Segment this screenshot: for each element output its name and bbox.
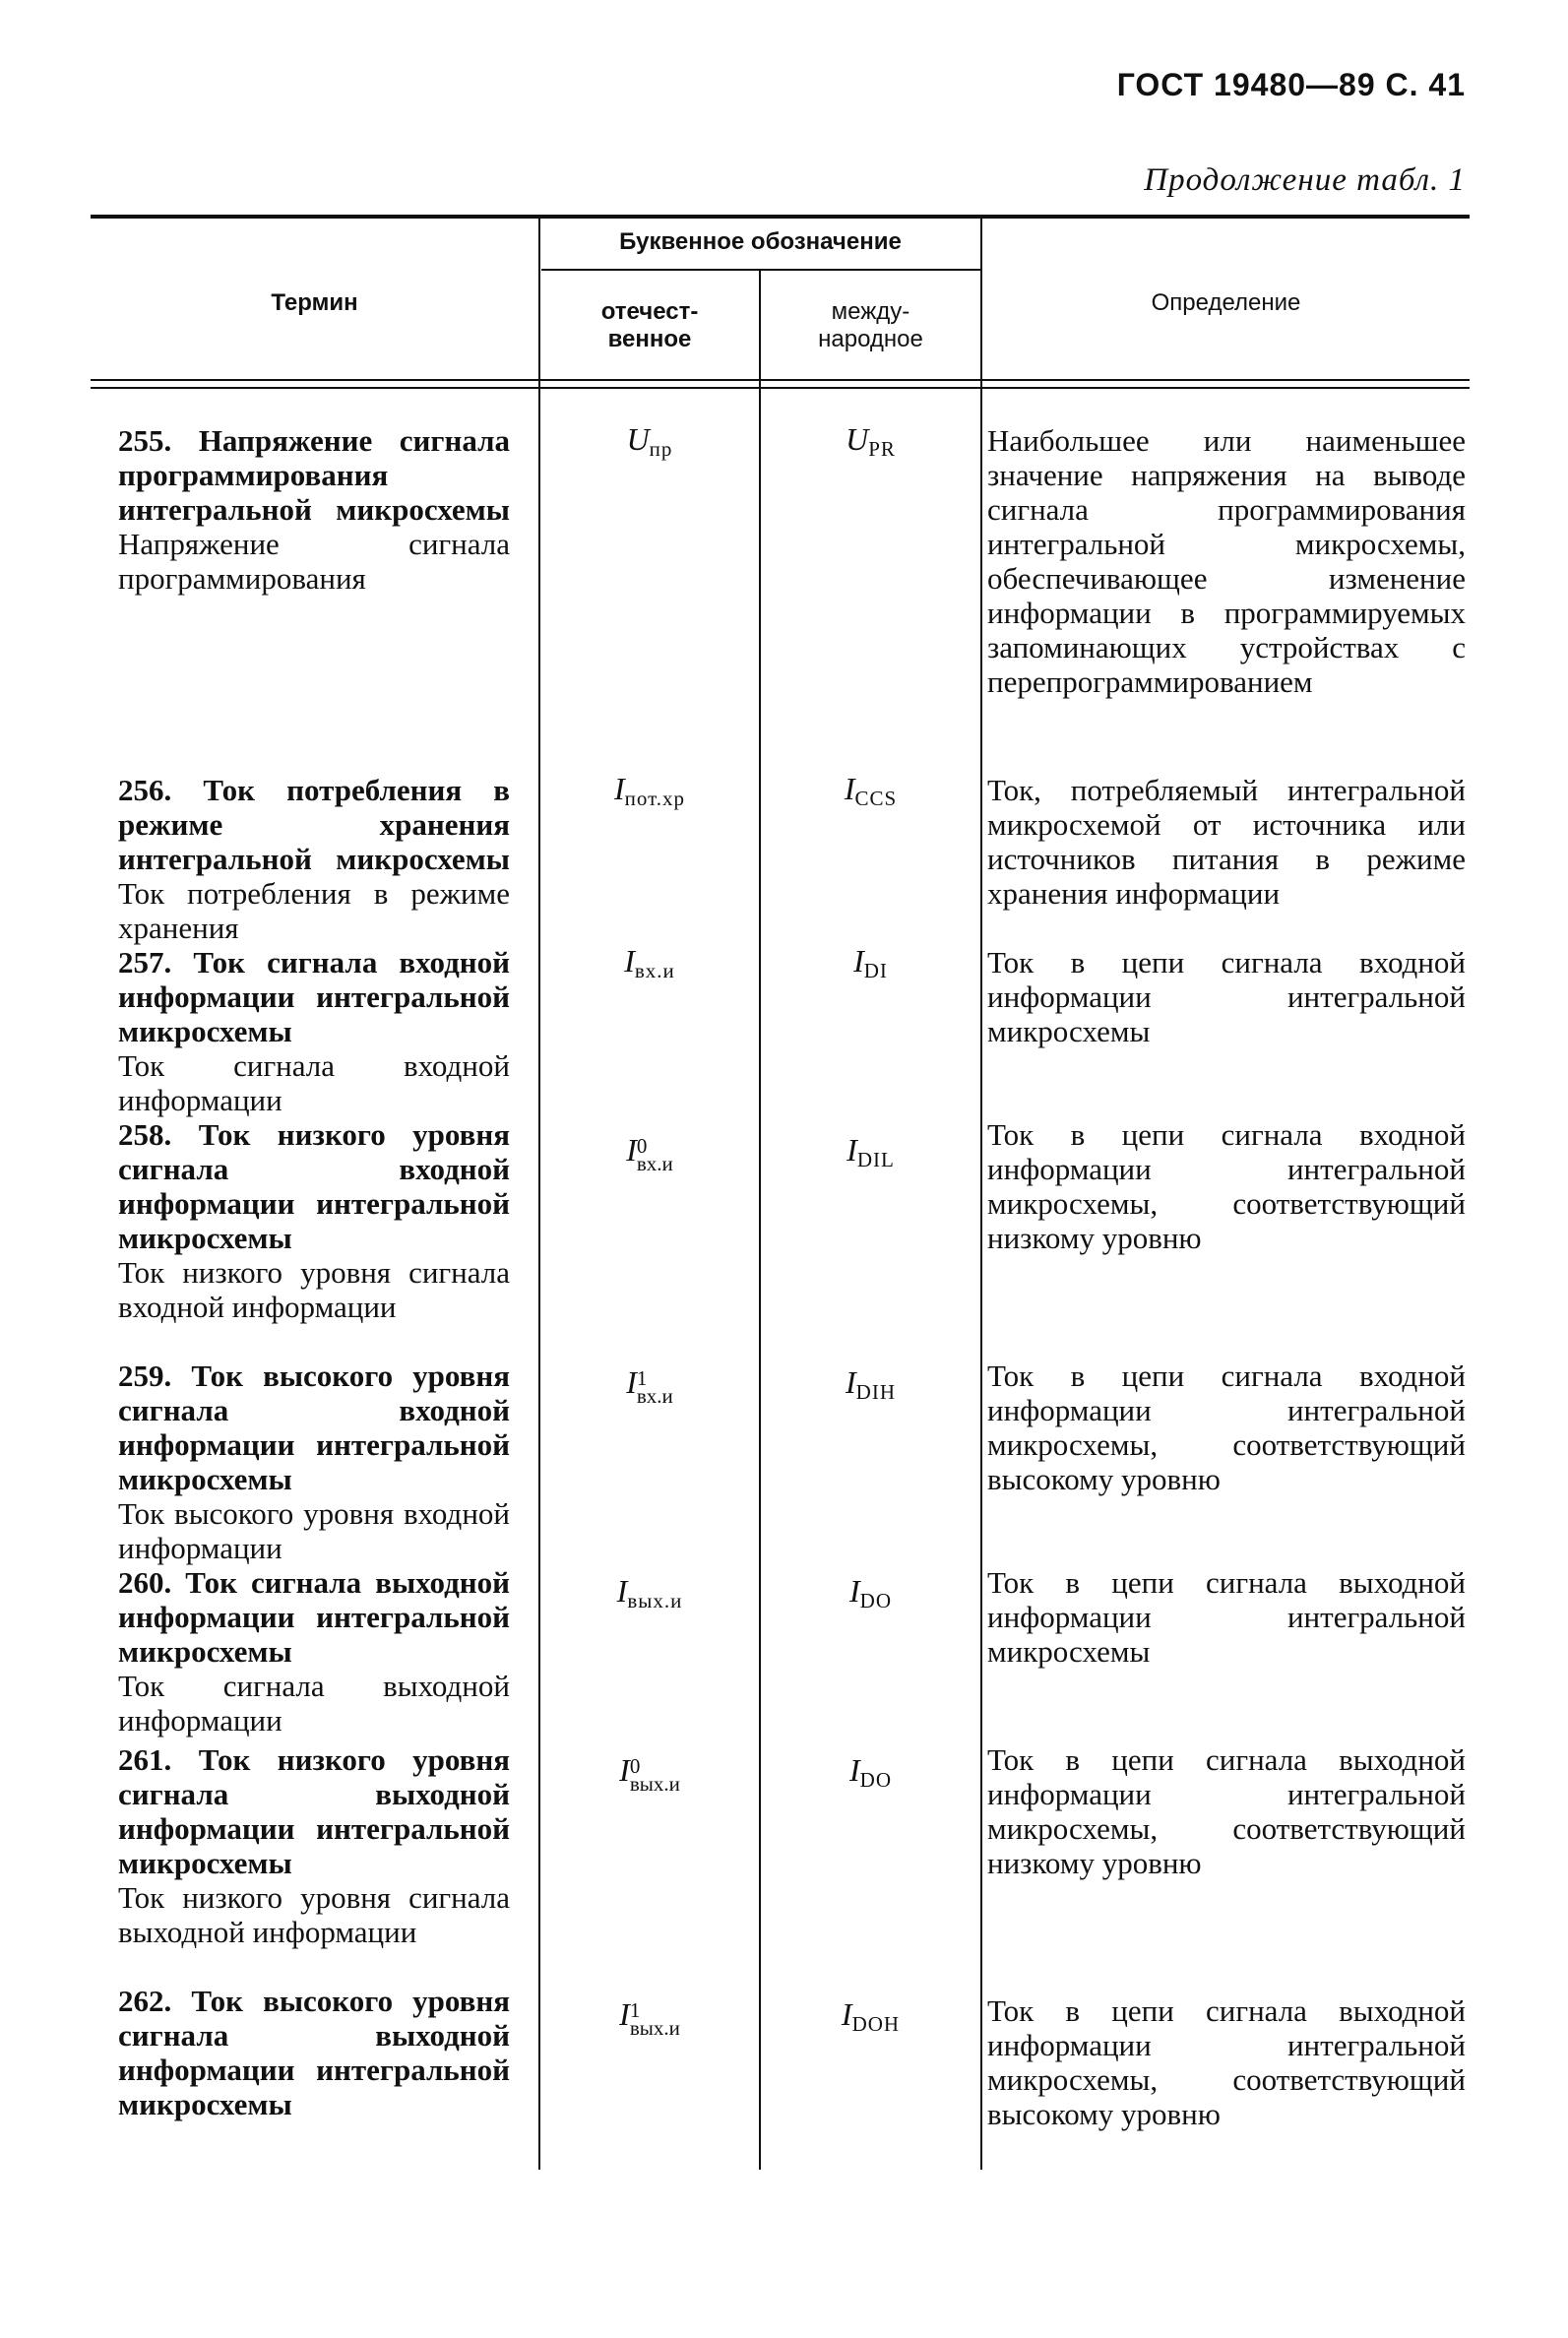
term-256-short: Ток потребления в режиме хранения (118, 876, 510, 945)
header-definition: Определение (1151, 289, 1301, 316)
term-255 (118, 423, 510, 596)
symbol-domestic-259: I 1 вх.и (626, 1364, 673, 1408)
term-257-short: Ток сигнала входной информации (118, 1048, 510, 1117)
symbol-international-258: $I_{DIL}$ (847, 1132, 895, 1171)
definition-259: Ток в цепи сигнала входной информации интегральной микросхемы, соответствующий высокому уровню (987, 1359, 1466, 1496)
term-262-title: 262. Ток высокого уровня сигнала выходной информации интегральной микросхемы (118, 1984, 511, 2121)
term-258-short: Ток низкого уровня сигнала входной информации (118, 1255, 510, 1324)
term-258 (118, 1117, 510, 1324)
subheader-rule (541, 269, 980, 271)
term-256 (118, 773, 510, 945)
column-divider-3 (980, 219, 982, 2170)
table-top-rule (91, 215, 1470, 219)
header-international-line2: народное (818, 326, 923, 352)
term-259-title: 259. Ток высокого уровня сигнала входной информации интегральной микросхемы (118, 1359, 511, 1496)
definition-261: Ток в цепи сигнала выходной информации интегральной микросхемы, соответствующий низкому уровню (987, 1742, 1466, 1880)
symbol-domestic-260: $I_{вых.и}$ (616, 1573, 683, 1612)
header-international-line1: между- (831, 298, 910, 325)
symbol-domestic-258: I 0 вх.и (626, 1132, 673, 1175)
header-domestic-line1: отечест- (600, 298, 699, 325)
definition-256: Ток, потребляемый интегральной микросхемой от источника или источников питания в режиме хранения информации (987, 773, 1466, 911)
definition-260: Ток в цепи сигнала выходной информации интегральной микросхемы (987, 1565, 1466, 1669)
definition-262: Ток в цепи сигнала выходной информации интегральной микросхемы, соответствующий высокому уровню (987, 1993, 1466, 2131)
symbol-international-259: $I_{DIH}$ (846, 1364, 896, 1404)
column-divider-2 (759, 271, 761, 2170)
term-258-title: 258. Ток низкого уровня сигнала входной информации интегральной микросхемы (118, 1117, 510, 1255)
term-261-title: 261. Ток низкого уровня сигнала выходной информации интегральной микросхемы (118, 1742, 510, 1880)
term-261 (118, 1742, 510, 1949)
header-international (761, 298, 980, 353)
symbol-international-262: $I_{DOH}$ (841, 1996, 901, 2036)
symbol-domestic-262: I 1 вых.и (619, 1996, 680, 2040)
term-260-title: 260. Ток сигнала выходной информации интегральной микросхемы (118, 1565, 510, 1669)
header-domestic-line2: венное (607, 326, 692, 352)
term-257 (118, 945, 510, 1117)
header-term: Термин (271, 289, 358, 316)
symbol-international-256: $I_{CCS}$ (844, 771, 898, 810)
term-256-title: 256. Ток потребления в режиме хранения интегральной микросхемы (118, 773, 510, 876)
term-262 (118, 1984, 510, 2121)
header-letter-designation: Буквенное обозначение (619, 228, 902, 255)
term-255-short: Напряжение сигнала программирования (118, 527, 510, 596)
term-259 (118, 1359, 510, 1565)
term-260-short: Ток сигнала выходной информации (118, 1669, 510, 1738)
term-260 (118, 1565, 510, 1738)
definition-257: Ток в цепи сигнала входной информации интегральной микросхемы (987, 945, 1466, 1048)
term-255-title: 255. Напряжение сигнала программирования интегральной микросхемы (118, 423, 510, 527)
symbol-domestic-257: $I_{вх.и}$ (624, 943, 675, 982)
page-header-doc-ref: ГОСТ 19480—89 С. 41 (1116, 67, 1466, 102)
symbol-international-260: $I_{DO}$ (849, 1573, 892, 1612)
symbol-international-257: $I_{DI}$ (853, 943, 888, 982)
header-double-rule-2 (91, 387, 1470, 389)
symbol-domestic-261: I 0 вых.и (619, 1752, 680, 1796)
definition-255: Наибольшее или наименьшее значение напряжения на выводе сигнала программирования интегральной микросхемы, обеспечивающее изменение информации в программируемых запоминающих устройствах с перепрограммированием (987, 423, 1466, 699)
column-divider-1 (538, 219, 540, 2170)
header-double-rule-1 (91, 379, 1470, 381)
header-domestic (540, 298, 759, 353)
symbol-international-261: $I_{DO}$ (849, 1752, 892, 1792)
term-257-title: 257. Ток сигнала входной информации интегральной микросхемы (118, 945, 510, 1048)
term-261-short: Ток низкого уровня сигнала выходной информации (118, 1880, 510, 1949)
definition-258: Ток в цепи сигнала входной информации интегральной микросхемы, соответствующий низкому уровню (987, 1117, 1466, 1255)
table-continuation-caption: Продолжение табл. 1 (1144, 162, 1466, 198)
term-259-short: Ток высокого уровня входной информации (118, 1496, 510, 1565)
symbol-domestic-256: $I_{пот.хр}$ (614, 771, 685, 810)
symbol-domestic-255: $U_{пр}$ (626, 421, 673, 461)
symbol-international-255: $U_{PR}$ (846, 421, 896, 461)
